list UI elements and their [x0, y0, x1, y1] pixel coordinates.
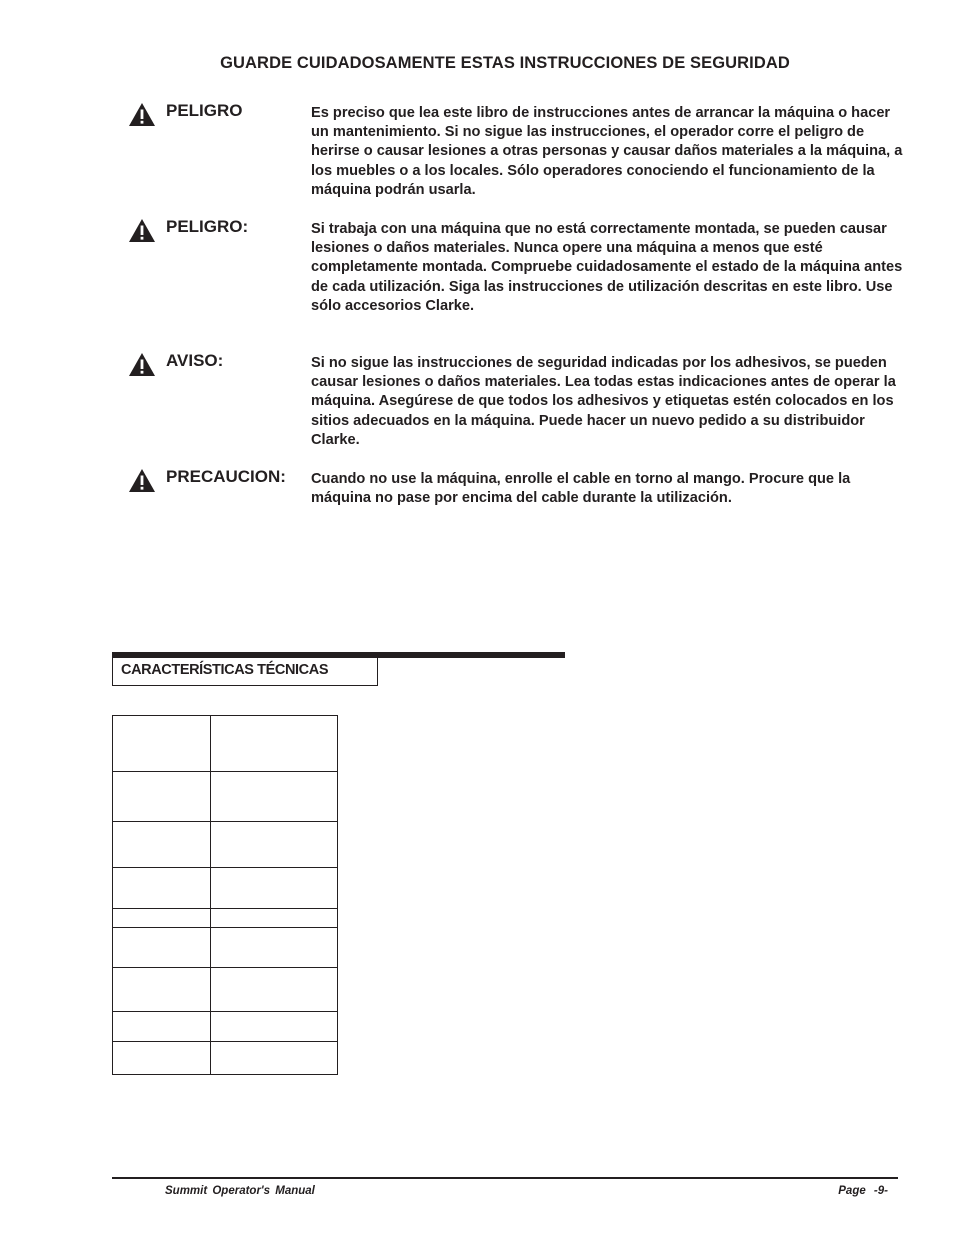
- table-cell: [113, 822, 211, 868]
- warning-label: AVISO:: [166, 351, 224, 370]
- table-row: [113, 968, 338, 1012]
- warning-triangle-icon: [128, 218, 156, 243]
- table-row: [113, 1012, 338, 1042]
- warning-label: PELIGRO: [166, 101, 243, 120]
- footer-rule: [112, 1177, 898, 1179]
- table-cell: [113, 968, 211, 1012]
- footer-manual-title: Summit Operator's Manual: [165, 1185, 315, 1197]
- specs-heading: CARACTERÍSTICAS TÉCNICAS: [121, 662, 329, 678]
- table-row: [113, 1042, 338, 1075]
- table-row: [113, 868, 338, 909]
- warning-label: PELIGRO:: [166, 217, 249, 236]
- table-cell: [113, 772, 211, 822]
- warning-text: Si trabaja con una máquina que no está correctamente montada, se pueden causar lesiones o daños materiales. Nunca opere una máquina a menos que esté completamente montada. Compruebe cuidadosamente el estado de la máquina antes de cada utilización. Siga las instrucciones de utilización descritas en este libro. Use sólo accesorios Clarke.: [311, 221, 903, 314]
- table-cell: [211, 822, 338, 868]
- table-cell: [211, 1012, 338, 1042]
- table-cell: [113, 1042, 211, 1075]
- table-row: [113, 716, 338, 772]
- table-row: [113, 909, 338, 928]
- warning-triangle-icon: [128, 352, 156, 377]
- specs-table: [112, 715, 338, 1075]
- page-title: GUARDE CUIDADOSAMENTE ESTAS INSTRUCCIONES DE SEGURIDAD: [220, 54, 790, 72]
- table-cell: [113, 928, 211, 968]
- table-row: [113, 822, 338, 868]
- warning-label: PRECAUCION:: [166, 467, 286, 486]
- table-row: [113, 928, 338, 968]
- table-cell: [211, 772, 338, 822]
- table-cell: [113, 909, 211, 928]
- footer-page-number: Page -9-: [838, 1185, 888, 1197]
- table-cell: [113, 1012, 211, 1042]
- table-cell: [211, 928, 338, 968]
- table-cell: [211, 1042, 338, 1075]
- warning-text: Es preciso que lea este libro de instrucciones antes de arrancar la máquina o hacer un mantenimiento. Si no sigue las instrucciones, el operador corre el peligro de herirse o causar lesiones a otras personas y causar daños materiales a la máquina, a los muebles o a los locales. Sólo operadores conociendo el funcionamiento de la máquina podrán usarla.: [311, 105, 903, 198]
- table-cell: [211, 716, 338, 772]
- table-cell: [113, 716, 211, 772]
- warning-triangle-icon: [128, 468, 156, 493]
- table-cell: [113, 868, 211, 909]
- warning-text: Si no sigue las instrucciones de seguridad indicadas por los adhesivos, se pueden causar lesiones o daños materiales. Lea todas estas indicaciones antes de operar la máquina. Asegúrese de que todos los adhesivos y etiquetas estén colocados en los sitios adecuados en la máquina. Puede hacer un nuevo pedido a su distribuidor Clarke.: [311, 355, 896, 448]
- table-cell: [211, 868, 338, 909]
- table-cell: [211, 909, 338, 928]
- warning-triangle-icon: [128, 102, 156, 127]
- warning-text: Cuando no use la máquina, enrolle el cable en torno al mango. Procure que la máquina no pase por encima del cable durante la utilización.: [311, 471, 851, 507]
- table-row: [113, 772, 338, 822]
- specs-heading-box: [112, 658, 378, 686]
- table-cell: [211, 968, 338, 1012]
